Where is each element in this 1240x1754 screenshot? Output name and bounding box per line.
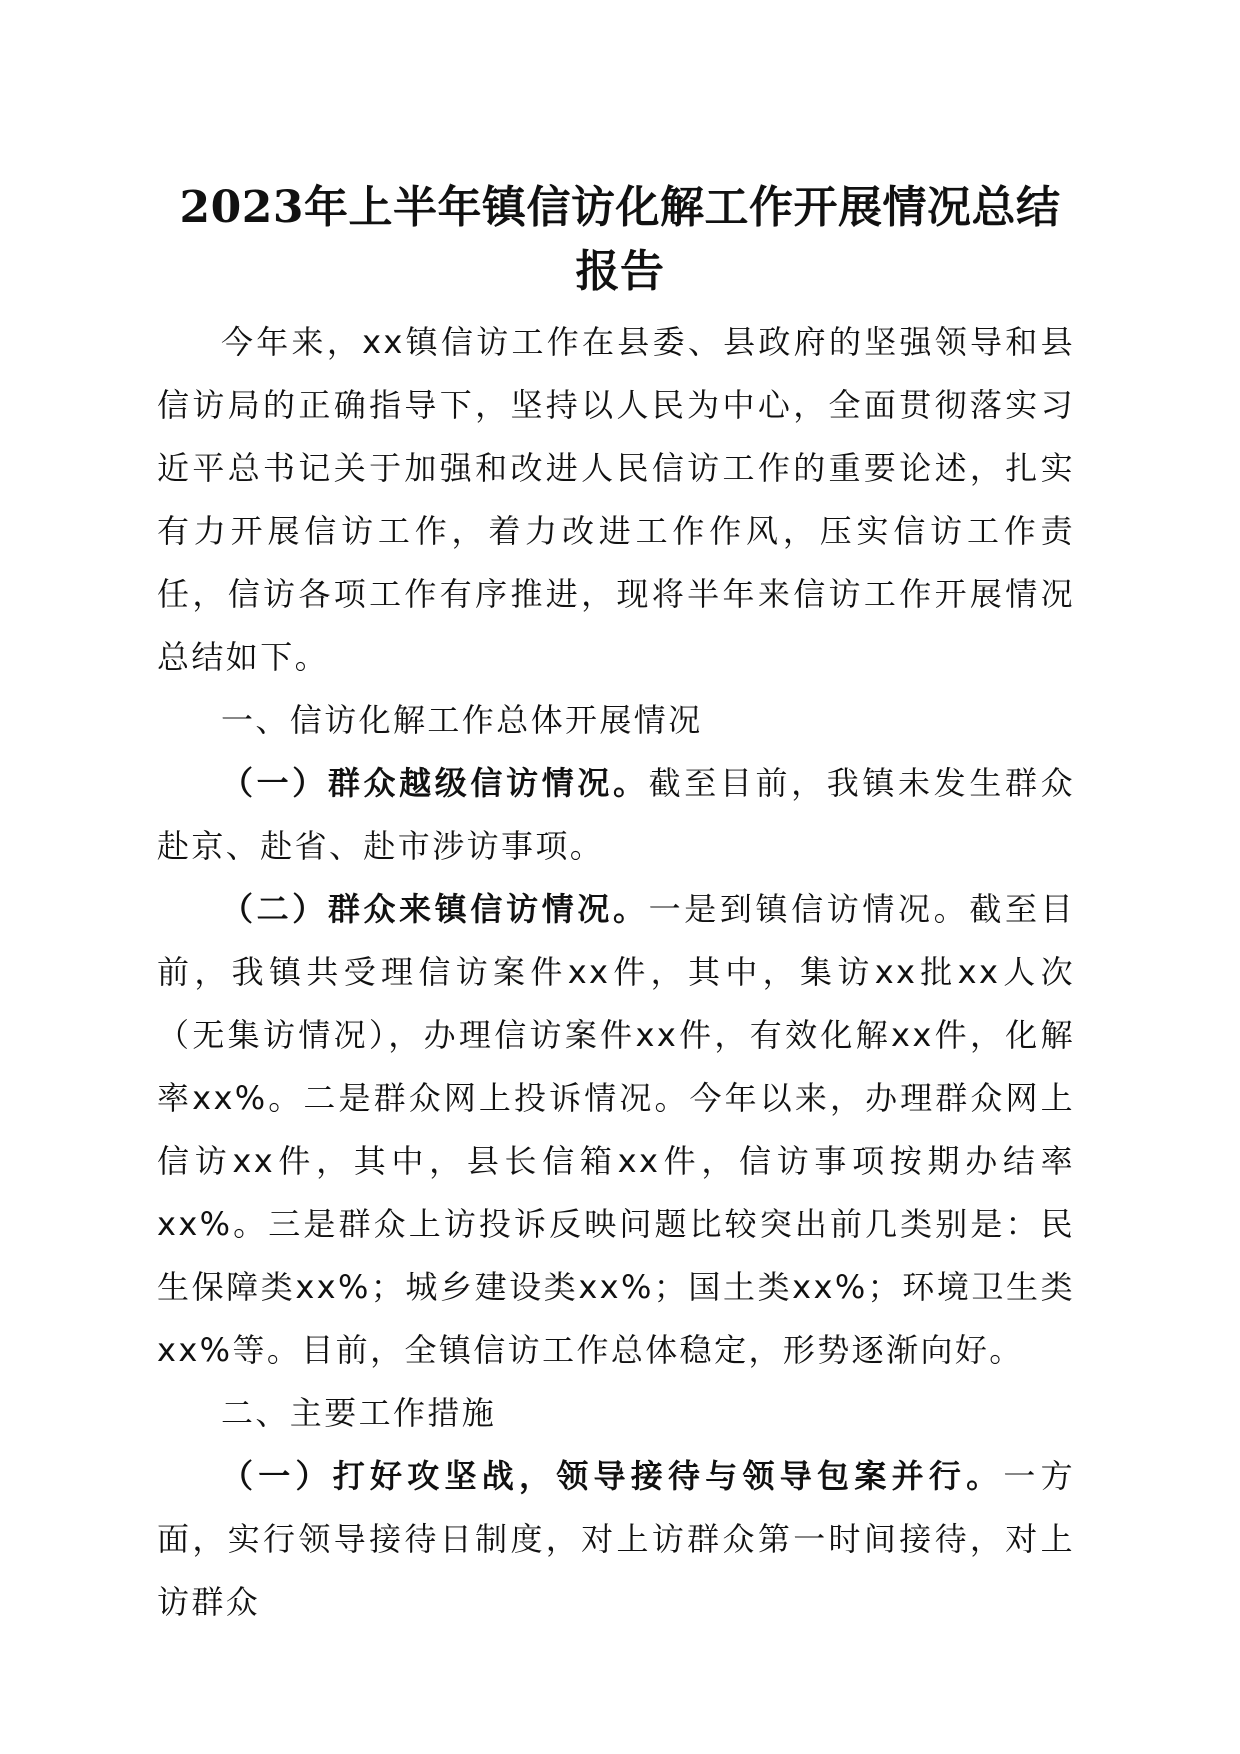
title-line-2: 报告	[575, 246, 665, 297]
section-heading-1: 一、信访化解工作总体开展情况	[221, 701, 703, 739]
section-1-item-2	[157, 878, 1075, 1382]
item-lead: （一）群众越级信访情况。	[221, 764, 649, 802]
item-text: 截至目前，我镇未发生群众赴京、赴省、赴市涉访事项。	[157, 764, 1075, 865]
item-text: 一方面，实行领导接待日制度，对上访群众第一时间接待，对上访群众	[157, 1457, 1075, 1621]
document-title	[150, 176, 1090, 304]
document-body	[157, 311, 1075, 1634]
section-1-item-1	[157, 752, 1075, 878]
section-2-item-1	[157, 1445, 1075, 1634]
intro-paragraph: 今年来，xx镇信访工作在县委、县政府的坚强领导和县信访局的正确指导下，坚持以人民为中心，全面贯彻落实习近平总书记关于加强和改进人民信访工作的重要论述，扎实有力开展信访工作，着力改进工作作风，压实信访工作责任，信访各项工作有序推进，现将半年来信访工作开展情况总结如下。	[157, 323, 1075, 676]
item-text: 一是到镇信访情况。截至目前，我镇共受理信访案件xx件，其中，集访xx批xx人次（无集访情况），办理信访案件xx件，有效化解xx件，化解率xx%。二是群众网上投诉情况。今年以来，办理群众网上信访xx件，其中，县长信箱xx件，信访事项按期办结率xx%。三是群众上访投诉反映问题比较突出前几类别是：民生保障类xx%；城乡建设类xx%；国土类xx%；环境卫生类xx%等。目前，全镇信访工作总体稳定，形势逐渐向好。	[157, 890, 1075, 1369]
title-line-1: 2023年上半年镇信访化解工作开展情况总结	[179, 182, 1061, 233]
section-heading-2: 二、主要工作措施	[221, 1394, 497, 1432]
item-lead: （一）打好攻坚战，领导接待与领导包案并行。	[221, 1457, 1004, 1495]
item-lead: （二）群众来镇信访情况。	[221, 890, 649, 928]
